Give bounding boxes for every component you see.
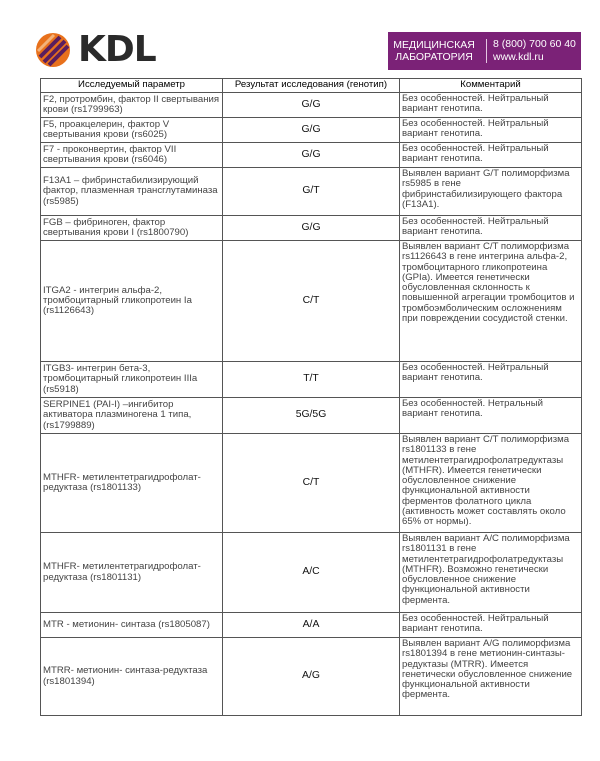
table-row xyxy=(41,362,582,398)
lab-info-box xyxy=(388,32,581,70)
table-row xyxy=(41,118,582,143)
comment-cell: Без особенностей. Нейтральный вариант генотипа. xyxy=(400,613,582,638)
table-row xyxy=(41,533,582,613)
table-row xyxy=(41,93,582,118)
website-link[interactable]: www.kdl.ru xyxy=(493,51,544,63)
genotype-cell: G/G xyxy=(223,93,400,118)
comment-cell: Без особенностей. Нейтральный вариант генотипа. xyxy=(400,216,582,241)
table-row xyxy=(41,168,582,216)
parameter-cell: MTR - метионин- синтаза (rs1805087) xyxy=(41,613,223,638)
parameter-cell: ITGA2 - интегрин альфа-2, тромбоцитарный гликопротеин Ia (rs1126643) xyxy=(41,241,223,362)
comment-cell: Без особенностей. Нейтральный вариант генотипа. xyxy=(400,143,582,168)
comment-cell: Без особенностей. Нетральный вариант генотипа. xyxy=(400,398,582,434)
comment-cell: Без особенностей. Нейтральный вариант генотипа. xyxy=(400,362,582,398)
table-header-row xyxy=(41,79,582,93)
lab-divider xyxy=(486,39,487,63)
helix-logo-icon xyxy=(34,31,72,69)
comment-cell: Выявлен вариант C/T полиморфизма rs1801133 в гене метилентетрагидрофолатредуктазы (MTHFR). Имеется генетически обусловленное снижение функциональной активности ферментов фолатного цикла (активность может составлять около 65% от нормы). xyxy=(400,434,582,533)
genotype-cell: G/G xyxy=(223,118,400,143)
table-row xyxy=(41,216,582,241)
page-header xyxy=(0,0,600,76)
parameter-cell: MTHFR- метилентетрагидрофолат-редуктаза (rs1801133) xyxy=(41,434,223,533)
genotype-cell: C/T xyxy=(223,241,400,362)
comment-cell: Без особенностей. Нейтральный вариант генотипа. xyxy=(400,93,582,118)
table-row xyxy=(41,398,582,434)
lab-name-line1: МЕДИЦИНСКАЯ xyxy=(393,39,475,51)
parameter-cell: MTHFR- метилентетрагидрофолат-редуктаза (rs1801131) xyxy=(41,533,223,613)
genotype-cell: G/T xyxy=(223,168,400,216)
kdl-logo xyxy=(34,30,156,70)
phone-number: 8 (800) 700 60 40 xyxy=(493,38,576,50)
genotype-cell: A/G xyxy=(223,638,400,716)
genotype-cell: A/A xyxy=(223,613,400,638)
genotype-cell: C/T xyxy=(223,434,400,533)
column-header-comment: Комментарий xyxy=(400,79,582,93)
comment-cell: Выявлен вариант C/T полиморфизма rs1126643 в гене интегрина альфа-2, тромбоцитарного гликопротеина (GPIa). Имеется генетически обусловленная склонность к повышенной агрегации тромбоцитов и тромбоэмболическим осложнениям при повреждении сосудистой стенки. xyxy=(400,241,582,362)
parameter-cell: SERPINE1 (PAI-I) –ингибитор активатора плазминогена 1 типа, (rs1799889) xyxy=(41,398,223,434)
lab-name-line2: ЛАБОРАТОРИЯ xyxy=(395,51,473,63)
table-row xyxy=(41,613,582,638)
genotype-cell: G/G xyxy=(223,143,400,168)
genotype-cell: G/G xyxy=(223,216,400,241)
parameter-cell: MTRR- метионин- синтаза-редуктаза (rs1801394) xyxy=(41,638,223,716)
table-row xyxy=(41,241,582,362)
parameter-cell: F5, проакцелерин, фактор V свертывания крови (rs6025) xyxy=(41,118,223,143)
parameter-cell: F7 - проконвертин, фактор VII свертывания крови (rs6046) xyxy=(41,143,223,168)
parameter-cell: FGB – фибриноген, фактор свертывания крови I (rs1800790) xyxy=(41,216,223,241)
comment-cell: Выявлен вариант A/C полиморфизма rs1801131 в гене метилентетрагидрофолатредуктазы (MTHFR). Возможно генетически обусловленное снижение функциональной активности фермента. xyxy=(400,533,582,613)
genotype-cell: 5G/5G xyxy=(223,398,400,434)
comment-cell: Выявлен вариант G/T полиморфизма rs5985 в гене фибринстабилизирующего фактора (F13A1). xyxy=(400,168,582,216)
parameter-cell: ITGB3- интегрин бета-3, тромбоцитарный гликопротеин IIIa (rs5918) xyxy=(41,362,223,398)
column-header-result: Результат исследования (генотип) xyxy=(223,79,400,93)
table-row xyxy=(41,638,582,716)
column-header-parameter: Исследуемый параметр xyxy=(41,79,223,93)
lab-name xyxy=(388,39,480,63)
comment-cell: Выявлен вариант A/G полиморфизма rs1801394 в гене метионин-синтазы-редуктазы (MTRR). Имеется генетически обусловленное снижение функциональной активности фермента. xyxy=(400,638,582,716)
genotype-cell: A/C xyxy=(223,533,400,613)
brand-name: KDL xyxy=(78,29,156,70)
genotype-cell: T/T xyxy=(223,362,400,398)
table-row xyxy=(41,434,582,533)
parameter-cell: F2, протромбин, фактор II свертывания крови (rs1799963) xyxy=(41,93,223,118)
parameter-cell: F13A1 – фибринстабилизирующий фактор, плазменная трансглутаминаза (rs5985) xyxy=(41,168,223,216)
lab-contacts xyxy=(493,38,576,64)
results-table xyxy=(40,78,582,716)
comment-cell: Без особенностей. Нейтральный вариант генотипа. xyxy=(400,118,582,143)
table-row xyxy=(41,143,582,168)
